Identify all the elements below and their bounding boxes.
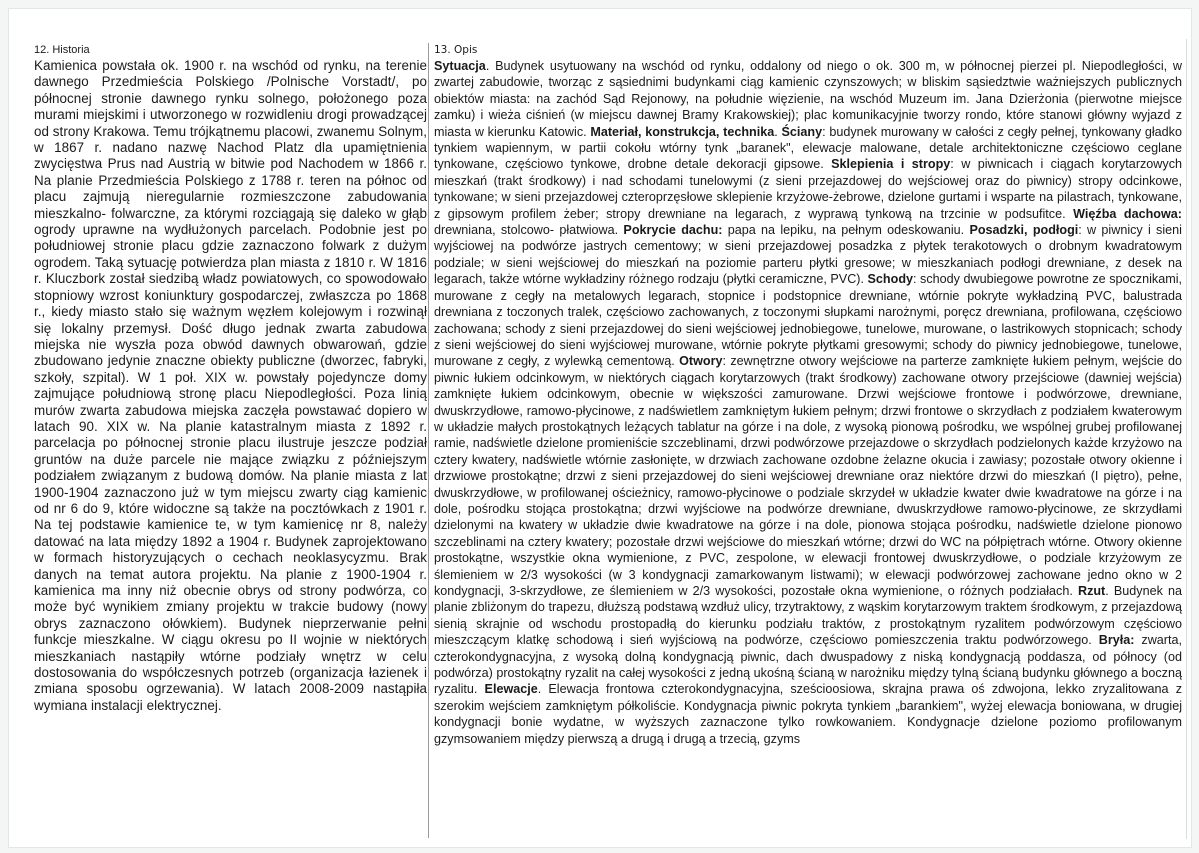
subheading-sytuacja: Sytuacja <box>434 59 486 73</box>
description-text <box>434 58 1182 747</box>
history-section <box>34 43 427 714</box>
text-posadzki: : w piwnicy i sieni wyjściowej na podwórze jastrych cementowy; w sieni przejazdowej posadzka z płytek terakotowych o drobnym kwadratowym podziale; w sieni wejściowej do mieszkań na poziomie parteru płytki gresowe; w mieszkaniach podłogi drewniane, z desek na legarach, także wtórne wykładziny różnego rodzaju (płytki ceramiczne, PVC). <box>434 223 1182 287</box>
text-sklepienia: : w piwnicach i ciągach korytarzowych mieszkań (trakt środkowy) i nad schodami tunelowymi (z sieni przejazdowej do wejściowej oraz do piwnicy) stropy odcinkowe, tynkowane; w sieni przejazdowej czteroprzęsłowe sklepienie krzyżowe-żebrowe, dzielone gurtami i wsparte na pilastrach, tynkowane, z gipsowym profilem żeber; stropy drewniane na legarach, z wyprawą tynkową na trzcinie w podsufitce. <box>434 157 1183 221</box>
history-paragraph: Kamienica powstała ok. 1900 r. na wschód od rynku, na terenie dawnego Przedmieścia Polskiego /Polnische Vorstadt/, po północnej stronie dawnego rynku solnego, położonego poza murami miejskimi i utworzonego w rozwidleniu drogi prowadzącej od strony Krakowa. Temu trójkątnemu placowi, zwanemu Solnym, w 1867 r. nadano nazwę Nachod Platz dla upamiętnienia zwycięstwa Prus nad Austrią w bitwie pod Nachodem w 1866 r. Na planie Przedmieścia Polskiego z 1788 r. teren na północ od placu zajmują nieregularnie rozmieszczone zabudowania mieszkalno- folwarczne, za którymi rozciągają się daleko w głąb ogrody uprawne na wydłużonych parcelach. Podobnie jest po południowej stronie placu gdzie zaznaczono folwark z dużym ogrodem. Taką sytuację potwierdza plan miasta z 1810 r. W 1816 r. Kluczbork został siedzibą władz powiatowych, co spowodowało stopniowy wzrost koniunktury gospodarczej, zwłaszcza po 1868 r., kiedy miasto stało się ważnym węzłem kolejowym i rozwinął się lokalny przemysł. Dość długo jednak zwarta zabudowa miejska nie wyszła poza obwód dawnych obwarowań, gdzie zbudowano jedynie znaczne obiekty publiczne (dworzec, fabryki, szkoły, szpital). W 1 poł. XIX w. powstały pojedyncze domy zajmujące południową stronę placu Niepodległości. Poza linią murów zwarta zabudowa miejska zaczęła powstawać dopiero w latach 90. XIX w. Na planie katastralnym miasta z 1892 r. parcelacja po północnej stronie placu ilustruje jeszcze podział gruntów na duże parcele nie mające związku z późniejszym podziałem związanym z budową domów. Na planie miasta z lat 1900-1904 zaznaczono już w tym miejscu zwarty ciąg kamienic od nr 6 do 9, które widoczne są także na pocztówkach z 1901 r. Na tej podstawie kamienice te, w tym kamienicę nr 8, należy datować na lata między 1892 a 1904 r. Budynek zaprojektowano w formach historyzujących o cechach neoklasycyzmu. Brak danych na temat autora projektu. Na planie z 1900-1904 r. kamienica ma inny niż obecnie obrys od strony podwórza, co może być wynikiem zmiany projektu w trakcie budowy (nowy obrys zaznaczono ołówkiem). Budynek nieprzerwanie pełni funkcje mieszkalne. W ciągu okresu po II wojnie w niektórych mieszkaniach nastąpiły wtórne podziały wnętrz w celu dostosowania do współczesnych potrzeb (organizacja łazienek i zmiana sposobu ogrzewania). W latach 2008-2009 nastąpiła wymiana instalacji elektrycznej. <box>34 58 427 713</box>
subheading-elewacje: Elewacje <box>484 682 538 697</box>
text-sytuacja: . Budynek usytuowany na wschód od rynku, oddalony od niego o ok. 300 m, w północnej pierzei pl. Niepodległości, w zwartej zabudowie, tworząc z sąsiednimi budynkami ciąg kamienic czynszowych; w bliskim sąsiedztwie ważniejszych publicznych obiektów miasta: na zachód Sąd Rejonowy, na południe więzienie, na wschód Muzeum im. Jana Dzierżonia (pierwotne miejsce zamku) i wieża ciśnień (w miejscu dawnej Bramy Krakowskiej); plac komunikacyjnie tworzy rondo, które stanowi główny wyjazd z miasta w kierunku Katowic. <box>434 59 1182 139</box>
subheading-otwory: Otwory <box>679 354 723 369</box>
text-otwory: : zewnętrzne otwory wejściowe na parterze zamknięte łukiem pełnym, wejście do piwnic łukiem odcinkowym, w niektórych ciągach korytarzowych (trakt środkowy) zachowane otwory przejściowe (dawniej wejścia) zamknięte łukiem odcinkowym, obecnie w większości zamurowane. Drzwi wejściowe frontowe i podwórzowe, drewniane, dwuskrzydłowe, ramowo-płycinowe, z nadświetlem zamkniętym łukiem pełnym; drzwi frontowe o skrzydłach z podziałem kwaterowym w układzie małych prostokątnych leżących tablatur na górze i na dole, z wysoką pionową pośrodku, we wspólnej grubej profilowanej ramie, nadświetle dzielone promieniście szczeblinami, drzwi podwórzowe przejazdowe o skrzydłach podzielonych każde krzyżowo na cztery kwatery, nadświetle wtórnie zasłonięte, w drzwiach zachowane ozdobne żelazne okucia i zawiasy; pozostałe otwory okienne i drzwiowe prostokątne; drzwi z sieni przejazdowej do sieni wejściowej drewniane oraz niektóre drzwi do mieszkań (I piętro), pełne, dwuskrzydłowe, w profilowanej ościeżnicy, ramowo-płycinowe o podziale skrzydeł w układzie kwater dwie kwadratowe na górze i na dole, pośrodku stojąca prostokątna; drzwi wyjściowe na podwórze drewniane, dwuskrzydłowe ramowo-płycinowe, ze skrzydłami dzielonymi na kwatery w układzie dwie kwadratowe na górze i na dole, pionowa stojąca pośrodku, nadświetle dzielone pionowo szczeblinami na cztery kwatery; pozostałe drzwi wejściowe do mieszkań wtórne; drzwi do WC na półpiętrach wtórne. Otwory okienne prostokątne, wszystkie okna wymienione, z PVC, zespolone, w elewacji frontowej dwuskrzydłowe, o podziale krzyżowym ze ślemieniem w 2/3 wysokości (w 3 kondygnacji zamarkowanym listwami); w elewacji podwórzowej zachowane jedno okno w 2 kondygnacji, 3-skrzydłowe, ze ślemieniem w 2/3 wysokości, pozostałe okna wymienione, o różnych podziałach. <box>434 354 1182 598</box>
text-material: . <box>774 124 782 139</box>
history-text <box>34 58 427 714</box>
description-paragraph <box>434 58 1182 747</box>
text-wiezba: drewniana, stolcowo- płatwiowa. <box>434 223 624 238</box>
subheading-material: Materiał, konstrukcja, technika <box>590 124 775 139</box>
page-right-edge <box>1186 39 1187 839</box>
subheading-schody: Schody <box>867 272 914 287</box>
description-section <box>434 43 1182 747</box>
text-bryla: zwarta, czterokondygnacyjna, z wysoką dolną kondygnacją piwnic, dach dwuspadowy z niską kondygnacją poddasza, od północy (od podwórza) prostokątny ryzalit na całej wysokości z jedną ukośną ścianą w narożniku między tylną ścianą budynku głównego a boczną ryzalitu. <box>434 633 1182 697</box>
subheading-sciany: Ściany <box>781 124 823 139</box>
subheading-bryla: Bryła: <box>1098 633 1135 648</box>
scanned-page <box>8 8 1192 848</box>
history-heading: 12. Historia <box>34 44 90 56</box>
description-heading: 13. Opis <box>434 44 478 56</box>
text-rzut: . Budynek na planie zbliżonym do trapezu, dłuższą podstawą wzdłuż ulicy, trzytraktowy, z wąskim korytarzowym traktem środkowym, z przejazdową sienią skrajnie od wschodu prostopadłą do kierunku podziału traktów, z prostokątnym ryzalitem podwórzowym częściowo mieszczącym klatkę schodową i sień wyjściową na podwórze, częściowo pomieszczenia traktu podwórzowego. <box>434 584 1182 648</box>
subheading-posadzki: Posadzki, podłogi <box>969 223 1079 238</box>
subheading-wiezba: Więźba dachowa: <box>1073 206 1182 221</box>
text-sciany: : budynek murowany w całości z cegły pełnej, tynkowany gładko tynkiem wapiennym, w partii cokołu wtórny tynk „baranek", elewacje malowane, detale architektoniczne częściowo ceglane tynkowane, częściowo tynkowe, drobne detale dekoracji gipsowe. <box>434 124 1182 172</box>
text-elewacje: . Elewacja frontowa czterokondygnacyjna, sześcioosiowa, skrajna prawa oś zdwojona, lekko zryzalitowana z szerokim wejściem zamkniętym półkoliście. Kondygnacja piwnic pokryta tynkiem „barankiem", wyżej elewacja boniowana, w drugiej kondygnacji bonie wydatne, w wyższych zaznaczone tylko rowkowaniem. Kondygnacje dzielone poziomo profilowanym gzymsowaniem między pierwszą a drugą i drugą a trzecią, gzyms <box>434 682 1182 746</box>
column-divider <box>428 43 429 838</box>
subheading-pokrycie: Pokrycie dachu: <box>623 223 723 238</box>
subheading-sklepienia: Sklepienia i stropy <box>831 157 951 172</box>
text-pokrycie: papa na lepiku, na pełnym odeskowaniu. <box>722 223 970 238</box>
text-schody: : schody dwubiegowe powrotne ze spocznikami, murowane z cegły na metalowych legarach, stopnice i podstopnice drewniane, wtórnie pokryte wykładziną PVC, balustrada drewniana z toczonych tralek, częściowo zachowanych, z toczonymi słupkami narożnymi, poręcz drewniana, profilowana, częściowo zachowana; schody z sieni przejazdowej do sieni wejściowej jednobiegowe, tunelowe, murowane, o lastrikowych stopnicach; schody z sieni wejściowej do sieni wyjściowej murowane, wtórnie pokryte płytkami gresowymi; schody do piwnicy jednobiegowe, tunelowe, murowane z cegły, z wylewką cementową. <box>434 272 1182 369</box>
subheading-rzut: Rzut <box>1077 584 1106 598</box>
